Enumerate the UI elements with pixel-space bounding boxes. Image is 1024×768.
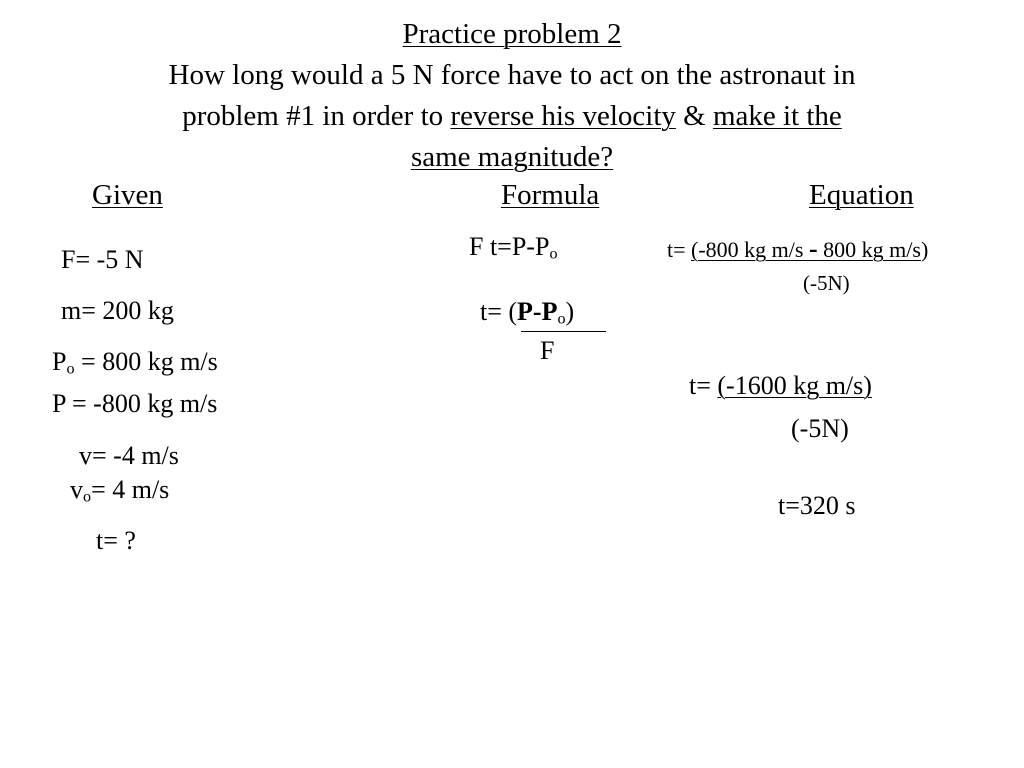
equation-step-1: t= (-800 kg m/s - 800 kg m/s) (667, 234, 929, 263)
formula-header: Formula (501, 179, 600, 211)
question-line-2: problem #1 in order to reverse his velocity & make it the (182, 100, 842, 132)
equation-answer: t=320 s (778, 491, 856, 520)
equation-header: Equation (809, 179, 914, 211)
equation-step-2-denominator: (-5N) (791, 414, 849, 443)
question-line-1: How long would a 5 N force have to act on the astronaut in (168, 59, 856, 91)
given-header: Given (92, 179, 163, 211)
given-initial-velocity: $v_o= 4$ m/s (70, 475, 170, 506)
given-final-momentum: P = -800 kg m/s (52, 389, 218, 418)
given-force: F= -5 N (61, 245, 144, 274)
given-final-velocity: v= -4 m/s (79, 441, 179, 470)
given-mass: m= 200 kg (61, 296, 174, 325)
rearranged-formula-numerator: $t= (P-P_o)$ (480, 297, 575, 328)
equation-step-2: t= (-1600 kg m/s) (689, 371, 872, 400)
same-magnitude-phrase-start: make it the (712, 100, 842, 132)
formula-fraction-bar (521, 331, 606, 332)
equation-step-1-denominator: (-5N) (803, 271, 850, 295)
impulse-momentum-formula: F $t=P-P_o$ (469, 232, 558, 263)
given-time-unknown: t= ? (96, 526, 136, 555)
problem-heading: Practice problem 2 (402, 18, 622, 50)
reverse-velocity-phrase: reverse his velocity (450, 100, 676, 132)
question-line-3: same magnitude? (410, 141, 614, 173)
problem-statement (0, 14, 1024, 178)
rearranged-formula-denominator: F (540, 336, 555, 365)
given-initial-momentum: $P_o = 800$ kg m/s (52, 347, 218, 378)
